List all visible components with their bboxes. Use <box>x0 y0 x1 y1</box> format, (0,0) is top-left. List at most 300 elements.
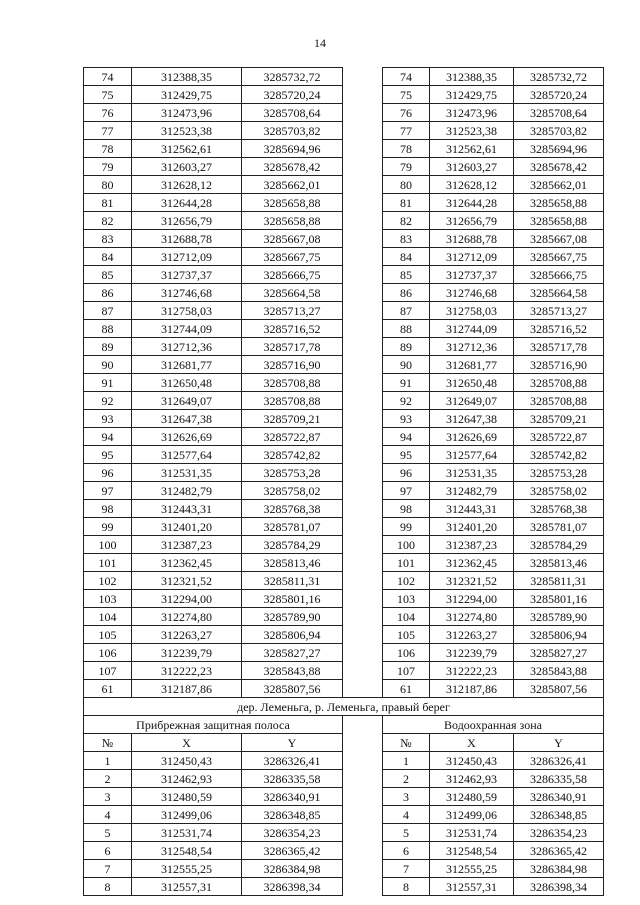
point-number: 61 <box>84 680 132 698</box>
y-coordinate: 3285732,72 <box>242 68 343 86</box>
point-number: 61 <box>383 680 430 698</box>
point-number: 93 <box>383 410 430 428</box>
point-number: 91 <box>383 374 430 392</box>
point-number: 6 <box>84 842 132 860</box>
x-coordinate: 312294,00 <box>132 590 242 608</box>
column-gap <box>343 302 383 320</box>
point-number: 77 <box>84 122 132 140</box>
table-row <box>84 464 604 482</box>
column-gap <box>343 752 383 770</box>
table-row <box>84 428 604 446</box>
column-gap <box>343 68 383 86</box>
x-coordinate: 312650,48 <box>430 374 514 392</box>
x-coordinate: 312644,28 <box>430 194 514 212</box>
x-coordinate: 312758,03 <box>430 302 514 320</box>
y-coordinate: 3285784,29 <box>242 536 343 554</box>
point-number: 99 <box>84 518 132 536</box>
column-gap <box>343 338 383 356</box>
column-gap <box>343 824 383 842</box>
y-coordinate: 3285708,64 <box>242 104 343 122</box>
table-row <box>84 806 604 824</box>
x-coordinate: 312187,86 <box>132 680 242 698</box>
y-coordinate: 3285703,82 <box>514 122 604 140</box>
table-row <box>84 788 604 806</box>
x-coordinate: 312647,38 <box>132 410 242 428</box>
table-row <box>84 860 604 878</box>
column-gap <box>343 212 383 230</box>
x-coordinate: 312603,27 <box>132 158 242 176</box>
table-row <box>84 356 604 374</box>
x-coordinate: 312712,36 <box>430 338 514 356</box>
point-number: 3 <box>84 788 132 806</box>
y-coordinate: 3285662,01 <box>242 176 343 194</box>
table-row <box>84 104 604 122</box>
point-number: 7 <box>383 860 430 878</box>
point-number: 77 <box>383 122 430 140</box>
header-y: Y <box>242 734 343 752</box>
y-coordinate: 3285781,07 <box>242 518 343 536</box>
point-number: 74 <box>383 68 430 86</box>
y-coordinate: 3285666,75 <box>514 266 604 284</box>
table-row <box>84 626 604 644</box>
x-coordinate: 312274,80 <box>132 608 242 626</box>
x-coordinate: 312577,64 <box>132 446 242 464</box>
point-number: 4 <box>84 806 132 824</box>
x-coordinate: 312443,31 <box>430 500 514 518</box>
table-row <box>84 212 604 230</box>
table-row <box>84 752 604 770</box>
x-coordinate: 312321,52 <box>430 572 514 590</box>
x-coordinate: 312387,23 <box>430 536 514 554</box>
table-row <box>84 374 604 392</box>
section-title-row <box>84 698 604 716</box>
point-number: 2 <box>84 770 132 788</box>
y-coordinate: 3285694,96 <box>242 140 343 158</box>
point-number: 86 <box>383 284 430 302</box>
point-number: 102 <box>84 572 132 590</box>
x-coordinate: 312523,38 <box>132 122 242 140</box>
point-number: 87 <box>383 302 430 320</box>
column-gap <box>343 680 383 698</box>
table-row <box>84 410 604 428</box>
point-number: 105 <box>383 626 430 644</box>
y-coordinate: 3286340,91 <box>514 788 604 806</box>
y-coordinate: 3286348,85 <box>514 806 604 824</box>
y-coordinate: 3285753,28 <box>242 464 343 482</box>
y-coordinate: 3285827,27 <box>514 644 604 662</box>
x-coordinate: 312531,35 <box>430 464 514 482</box>
y-coordinate: 3285768,38 <box>514 500 604 518</box>
y-coordinate: 3285843,88 <box>242 662 343 680</box>
column-gap <box>343 86 383 104</box>
x-coordinate: 312649,07 <box>132 392 242 410</box>
section-title: дер. Леменьга, р. Леменьга, правый берег <box>84 698 604 716</box>
column-gap <box>343 716 383 734</box>
table-row <box>84 518 604 536</box>
x-coordinate: 312274,80 <box>430 608 514 626</box>
table-row <box>84 266 604 284</box>
x-coordinate: 312531,74 <box>430 824 514 842</box>
x-coordinate: 312401,20 <box>132 518 242 536</box>
column-gap <box>343 104 383 122</box>
x-coordinate: 312523,38 <box>430 122 514 140</box>
column-gap <box>343 140 383 158</box>
y-coordinate: 3285742,82 <box>242 446 343 464</box>
y-coordinate: 3285806,94 <box>242 626 343 644</box>
y-coordinate: 3285722,87 <box>242 428 343 446</box>
y-coordinate: 3285716,52 <box>514 320 604 338</box>
x-coordinate: 312644,28 <box>132 194 242 212</box>
x-coordinate: 312758,03 <box>132 302 242 320</box>
table-row <box>84 86 604 104</box>
point-number: 6 <box>383 842 430 860</box>
y-coordinate: 3285658,88 <box>242 194 343 212</box>
x-coordinate: 312746,68 <box>430 284 514 302</box>
y-coordinate: 3285742,82 <box>514 446 604 464</box>
x-coordinate: 312388,35 <box>430 68 514 86</box>
point-number: 2 <box>383 770 430 788</box>
point-number: 83 <box>84 230 132 248</box>
x-coordinate: 312499,06 <box>430 806 514 824</box>
page-number: 14 <box>314 36 326 50</box>
x-coordinate: 312473,96 <box>430 104 514 122</box>
x-coordinate: 312450,43 <box>430 752 514 770</box>
table-row <box>84 392 604 410</box>
point-number: 103 <box>84 590 132 608</box>
y-coordinate: 3285801,16 <box>242 590 343 608</box>
header-x: X <box>132 734 242 752</box>
column-gap <box>343 428 383 446</box>
y-coordinate: 3286365,42 <box>242 842 343 860</box>
point-number: 82 <box>383 212 430 230</box>
point-number: 76 <box>84 104 132 122</box>
y-coordinate: 3286326,41 <box>242 752 343 770</box>
x-coordinate: 312473,96 <box>132 104 242 122</box>
y-coordinate: 3286384,98 <box>242 860 343 878</box>
table-row <box>84 536 604 554</box>
x-coordinate: 312263,27 <box>132 626 242 644</box>
header-row <box>84 734 604 752</box>
point-number: 79 <box>84 158 132 176</box>
y-coordinate: 3286384,98 <box>514 860 604 878</box>
x-coordinate: 312688,78 <box>132 230 242 248</box>
column-gap <box>343 482 383 500</box>
table-row <box>84 500 604 518</box>
point-number: 102 <box>383 572 430 590</box>
column-gap <box>343 194 383 212</box>
table-row <box>84 770 604 788</box>
table-row <box>84 140 604 158</box>
table-row <box>84 158 604 176</box>
point-number: 84 <box>84 248 132 266</box>
x-coordinate: 312548,54 <box>430 842 514 860</box>
point-number: 99 <box>383 518 430 536</box>
point-number: 97 <box>84 482 132 500</box>
x-coordinate: 312746,68 <box>132 284 242 302</box>
x-coordinate: 312222,23 <box>132 662 242 680</box>
y-coordinate: 3285678,42 <box>514 158 604 176</box>
point-number: 1 <box>84 752 132 770</box>
x-coordinate: 312387,23 <box>132 536 242 554</box>
y-coordinate: 3285716,90 <box>514 356 604 374</box>
point-number: 87 <box>84 302 132 320</box>
y-coordinate: 3285667,75 <box>242 248 343 266</box>
column-gap <box>343 356 383 374</box>
x-coordinate: 312577,64 <box>430 446 514 464</box>
y-coordinate: 3285658,88 <box>242 212 343 230</box>
y-coordinate: 3285732,72 <box>514 68 604 86</box>
point-number: 96 <box>84 464 132 482</box>
point-number: 74 <box>84 68 132 86</box>
point-number: 1 <box>383 752 430 770</box>
column-gap <box>343 122 383 140</box>
point-number: 3 <box>383 788 430 806</box>
column-gap <box>343 734 383 752</box>
column-gap <box>343 644 383 662</box>
y-coordinate: 3285781,07 <box>514 518 604 536</box>
table-row <box>84 230 604 248</box>
table-row <box>84 878 604 896</box>
upper-coordinates-body <box>84 68 604 698</box>
x-coordinate: 312263,27 <box>430 626 514 644</box>
x-coordinate: 312222,23 <box>430 662 514 680</box>
y-coordinate: 3285716,90 <box>242 356 343 374</box>
y-coordinate: 3285720,24 <box>514 86 604 104</box>
y-coordinate: 3285753,28 <box>514 464 604 482</box>
x-coordinate: 312712,09 <box>430 248 514 266</box>
point-number: 5 <box>84 824 132 842</box>
header-number: № <box>383 734 430 752</box>
y-coordinate: 3285703,82 <box>242 122 343 140</box>
y-coordinate: 3285662,01 <box>514 176 604 194</box>
point-number: 107 <box>383 662 430 680</box>
table-row <box>84 680 604 698</box>
column-gap <box>343 266 383 284</box>
table-row <box>84 320 604 338</box>
table-row <box>84 176 604 194</box>
y-coordinate: 3286365,42 <box>514 842 604 860</box>
point-number: 104 <box>84 608 132 626</box>
column-gap <box>343 572 383 590</box>
column-gap <box>343 500 383 518</box>
y-coordinate: 3286335,58 <box>242 770 343 788</box>
table-row <box>84 446 604 464</box>
header-y: Y <box>514 734 604 752</box>
point-number: 79 <box>383 158 430 176</box>
column-gap <box>343 662 383 680</box>
table-row <box>84 338 604 356</box>
point-number: 89 <box>383 338 430 356</box>
x-coordinate: 312603,27 <box>430 158 514 176</box>
y-coordinate: 3286354,23 <box>514 824 604 842</box>
y-coordinate: 3285717,78 <box>242 338 343 356</box>
x-coordinate: 312681,77 <box>132 356 242 374</box>
point-number: 94 <box>383 428 430 446</box>
x-coordinate: 312480,59 <box>430 788 514 806</box>
column-gap <box>343 770 383 788</box>
point-number: 90 <box>383 356 430 374</box>
x-coordinate: 312239,79 <box>132 644 242 662</box>
table-row <box>84 248 604 266</box>
x-coordinate: 312555,25 <box>132 860 242 878</box>
x-coordinate: 312557,31 <box>132 878 242 896</box>
x-coordinate: 312737,37 <box>132 266 242 284</box>
point-number: 88 <box>84 320 132 338</box>
column-gap <box>343 248 383 266</box>
point-number: 107 <box>84 662 132 680</box>
column-gap <box>343 230 383 248</box>
y-coordinate: 3285720,24 <box>242 86 343 104</box>
y-coordinate: 3285789,90 <box>242 608 343 626</box>
point-number: 82 <box>84 212 132 230</box>
column-gap <box>343 806 383 824</box>
point-number: 80 <box>383 176 430 194</box>
x-coordinate: 312557,31 <box>430 878 514 896</box>
x-coordinate: 312429,75 <box>430 86 514 104</box>
y-coordinate: 3285708,88 <box>514 392 604 410</box>
y-coordinate: 3285709,21 <box>514 410 604 428</box>
column-gap <box>343 464 383 482</box>
point-number: 75 <box>84 86 132 104</box>
y-coordinate: 3285713,27 <box>242 302 343 320</box>
point-number: 90 <box>84 356 132 374</box>
point-number: 7 <box>84 860 132 878</box>
table-row <box>84 194 604 212</box>
table-row <box>84 68 604 86</box>
table-row <box>84 590 604 608</box>
x-coordinate: 312647,38 <box>430 410 514 428</box>
table-row <box>84 302 604 320</box>
point-number: 96 <box>383 464 430 482</box>
table-row <box>84 572 604 590</box>
x-coordinate: 312388,35 <box>132 68 242 86</box>
y-coordinate: 3286348,85 <box>242 806 343 824</box>
x-coordinate: 312482,79 <box>132 482 242 500</box>
column-gap <box>343 284 383 302</box>
column-gap <box>343 626 383 644</box>
x-coordinate: 312239,79 <box>430 644 514 662</box>
point-number: 92 <box>84 392 132 410</box>
y-coordinate: 3285694,96 <box>514 140 604 158</box>
y-coordinate: 3285709,21 <box>242 410 343 428</box>
point-number: 81 <box>383 194 430 212</box>
point-number: 93 <box>84 410 132 428</box>
point-number: 100 <box>383 536 430 554</box>
point-number: 8 <box>383 878 430 896</box>
point-number: 106 <box>383 644 430 662</box>
x-coordinate: 312656,79 <box>430 212 514 230</box>
point-number: 98 <box>383 500 430 518</box>
x-coordinate: 312401,20 <box>430 518 514 536</box>
x-coordinate: 312649,07 <box>430 392 514 410</box>
point-number: 84 <box>383 248 430 266</box>
x-coordinate: 312548,54 <box>132 842 242 860</box>
y-coordinate: 3286398,34 <box>242 878 343 896</box>
y-coordinate: 3285801,16 <box>514 590 604 608</box>
y-coordinate: 3286354,23 <box>242 824 343 842</box>
point-number: 91 <box>84 374 132 392</box>
x-coordinate: 312480,59 <box>132 788 242 806</box>
point-number: 80 <box>84 176 132 194</box>
y-coordinate: 3285813,46 <box>514 554 604 572</box>
point-number: 4 <box>383 806 430 824</box>
point-number: 76 <box>383 104 430 122</box>
column-gap <box>343 788 383 806</box>
point-number: 88 <box>383 320 430 338</box>
y-coordinate: 3285807,56 <box>514 680 604 698</box>
x-coordinate: 312482,79 <box>430 482 514 500</box>
point-number: 104 <box>383 608 430 626</box>
table-row <box>84 644 604 662</box>
y-coordinate: 3285717,78 <box>514 338 604 356</box>
x-coordinate: 312562,61 <box>132 140 242 158</box>
point-number: 103 <box>383 590 430 608</box>
point-number: 8 <box>84 878 132 896</box>
x-coordinate: 312294,00 <box>430 590 514 608</box>
y-coordinate: 3285758,02 <box>514 482 604 500</box>
x-coordinate: 312321,52 <box>132 572 242 590</box>
column-gap <box>343 608 383 626</box>
y-coordinate: 3285811,31 <box>242 572 343 590</box>
x-coordinate: 312531,35 <box>132 464 242 482</box>
header-x: X <box>430 734 514 752</box>
column-gap <box>343 176 383 194</box>
point-number: 78 <box>383 140 430 158</box>
point-number: 95 <box>84 446 132 464</box>
x-coordinate: 312450,43 <box>132 752 242 770</box>
y-coordinate: 3285784,29 <box>514 536 604 554</box>
point-number: 98 <box>84 500 132 518</box>
point-number: 85 <box>383 266 430 284</box>
y-coordinate: 3285813,46 <box>242 554 343 572</box>
table-row <box>84 482 604 500</box>
table-row <box>84 554 604 572</box>
table-row <box>84 284 604 302</box>
column-gap <box>343 374 383 392</box>
y-coordinate: 3285758,02 <box>242 482 343 500</box>
y-coordinate: 3285708,88 <box>514 374 604 392</box>
y-coordinate: 3285806,94 <box>514 626 604 644</box>
point-number: 95 <box>383 446 430 464</box>
x-coordinate: 312656,79 <box>132 212 242 230</box>
y-coordinate: 3286335,58 <box>514 770 604 788</box>
x-coordinate: 312362,45 <box>430 554 514 572</box>
point-number: 5 <box>383 824 430 842</box>
point-number: 85 <box>84 266 132 284</box>
y-coordinate: 3285667,08 <box>242 230 343 248</box>
column-gap <box>343 158 383 176</box>
x-coordinate: 312628,12 <box>132 176 242 194</box>
x-coordinate: 312712,09 <box>132 248 242 266</box>
column-gap <box>343 878 383 896</box>
y-coordinate: 3285658,88 <box>514 194 604 212</box>
y-coordinate: 3285713,27 <box>514 302 604 320</box>
x-coordinate: 312429,75 <box>132 86 242 104</box>
point-number: 105 <box>84 626 132 644</box>
subtitle-row <box>84 716 604 734</box>
y-coordinate: 3285722,87 <box>514 428 604 446</box>
point-number: 81 <box>84 194 132 212</box>
table-row <box>84 824 604 842</box>
point-number: 92 <box>383 392 430 410</box>
column-gap <box>343 536 383 554</box>
point-number: 83 <box>383 230 430 248</box>
x-coordinate: 312187,86 <box>430 680 514 698</box>
point-number: 97 <box>383 482 430 500</box>
column-gap <box>343 590 383 608</box>
column-gap <box>343 410 383 428</box>
coordinates-table <box>83 67 604 896</box>
